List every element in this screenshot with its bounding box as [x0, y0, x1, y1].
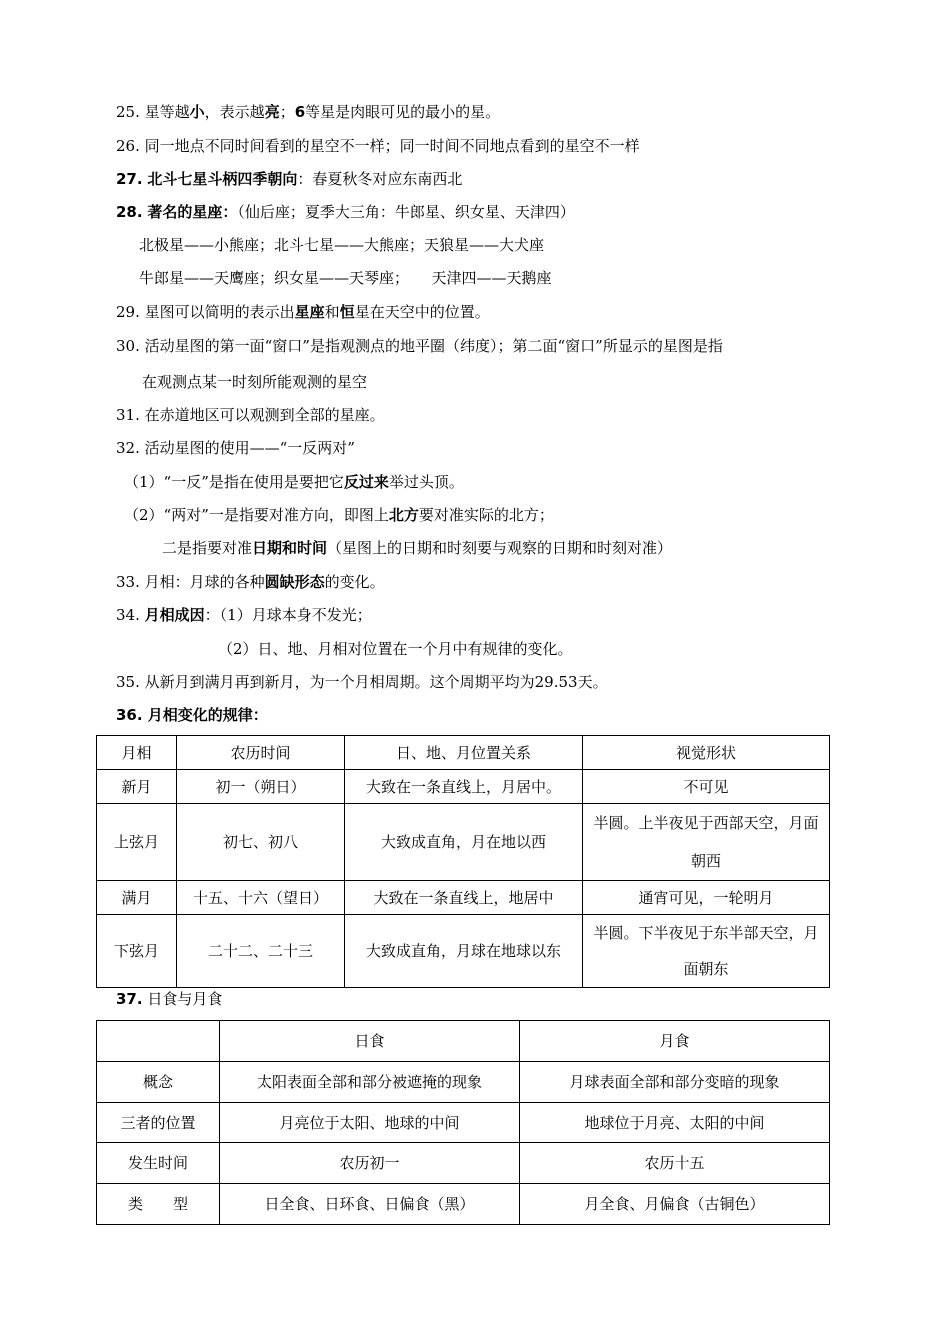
item-28-line3: 牛郎星——天鹰座；织女星——天琴座； 天津四——天鹅座 [139, 269, 552, 287]
table-cell: 月全食、月偏食（古铜色） [520, 1184, 830, 1225]
table-header-row [97, 1021, 830, 1062]
table-cell: 下弦月 [97, 915, 177, 988]
item-35: 35. 从新月到满月再到新月，为一个月相周期。这个周期平均为29.53天。 [116, 673, 608, 691]
item-32: 32. 活动星图的使用——“一反两对” [116, 439, 355, 457]
table-row [97, 804, 830, 881]
header-cell: 日食 [220, 1021, 520, 1062]
table-cell: 月球表面全部和部分变暗的现象 [520, 1062, 830, 1103]
table-cell: 新月 [97, 770, 177, 804]
item-27: 27. 北斗七星斗柄四季朝向：春夏秋冬对应东南西北 [116, 170, 463, 188]
item-26: 26. 同一地点不同时间看到的星空不一样；同一时间不同地点看到的星空不一样 [116, 137, 640, 155]
item-31: 31. 在赤道地区可以观测到全部的星座。 [116, 406, 385, 424]
table-cell: 农历十五 [520, 1143, 830, 1184]
table-row [97, 1103, 830, 1143]
table-row [97, 770, 830, 804]
header-cell [97, 1021, 220, 1062]
table-cell: 三者的位置 [97, 1103, 220, 1143]
table-cell: 初一（朔日） [177, 770, 345, 804]
header-cell: 日、地、月位置关系 [345, 736, 583, 770]
item-33: 33. 月相：月球的各种圆缺形态的变化。 [116, 573, 385, 591]
header-cell: 视觉形状 [583, 736, 830, 770]
table-cell: 农历初一 [220, 1143, 520, 1184]
item-25: 25. 星等越小，表示越亮；6等星是肉眼可见的最小的星。 [116, 103, 501, 121]
table-row [97, 915, 830, 988]
table-cell: 不可见 [583, 770, 830, 804]
table-cell: 发生时间 [97, 1143, 220, 1184]
table-cell: 二十二、二十三 [177, 915, 345, 988]
table-cell: 大致成直角，月球在地球以东 [345, 915, 583, 988]
item-30-line2: 在观测点某一时刻所能观测的星空 [142, 373, 368, 391]
item-37-title: 37. 日食与月食 [116, 990, 223, 1008]
table-cell: 大致成直角，月在地以西 [345, 804, 583, 881]
item-36-title: 36. 月相变化的规律： [116, 706, 268, 724]
table-cell: 地球位于月亮、太阳的中间 [520, 1103, 830, 1143]
item-32-sub3: 二是指要对准日期和时间（星图上的日期和时刻要与观察的日期和时刻对准） [162, 539, 673, 557]
table-cell: 类 型 [97, 1184, 220, 1225]
header-cell: 月食 [520, 1021, 830, 1062]
table-row [97, 1062, 830, 1103]
table-row [97, 1143, 830, 1184]
table-row [97, 1184, 830, 1225]
item-29: 29. 星图可以简明的表示出星座和恒星在天空中的位置。 [116, 303, 490, 321]
moon-phase-table [96, 735, 830, 988]
eclipse-table [96, 1020, 830, 1225]
table-cell: 月亮位于太阳、地球的中间 [220, 1103, 520, 1143]
item-32-sub2: （2）“两对”一是指要对准方向，即图上北方要对准实际的北方； [124, 506, 554, 524]
table-cell: 初七、初八 [177, 804, 345, 881]
table-header-row [97, 736, 830, 770]
table-cell: 概念 [97, 1062, 220, 1103]
table-row [97, 881, 830, 915]
table-cell: 半圆。下半夜见于东半部天空，月面朝东 [583, 915, 830, 988]
item-28: 28. 著名的星座：（仙后座；夏季大三角：牛郎星、织女星、天津四） [116, 203, 575, 221]
item-34: 34. 月相成因：（1）月球本身不发光； [116, 606, 372, 624]
header-cell: 农历时间 [177, 736, 345, 770]
item-30: 30. 活动星图的第一面“窗口”是指观测点的地平圈（纬度）；第二面“窗口”所显示的星图是指 [116, 337, 723, 355]
table-cell: 满月 [97, 881, 177, 915]
table-cell: 大致在一条直线上，月居中。 [345, 770, 583, 804]
table-cell: 太阳表面全部和部分被遮掩的现象 [220, 1062, 520, 1103]
item-28-line2: 北极星——小熊座；北斗七星——大熊座；天狼星——大犬座 [139, 236, 545, 254]
table-cell: 通宵可见，一轮明月 [583, 881, 830, 915]
item-32-sub1: （1）“一反”是指在使用是要把它反过来举过头顶。 [124, 473, 464, 491]
table-cell: 上弦月 [97, 804, 177, 881]
table-cell: 大致在一条直线上，地居中 [345, 881, 583, 915]
table-cell: 日全食、日环食、日偏食（黑） [220, 1184, 520, 1225]
item-34-line2: （2）日、地、月相对位置在一个月中有规律的变化。 [218, 640, 573, 658]
table-cell: 半圆。上半夜见于西部天空，月面朝西 [583, 804, 830, 881]
table-cell: 十五、十六（望日） [177, 881, 345, 915]
header-cell: 月相 [97, 736, 177, 770]
